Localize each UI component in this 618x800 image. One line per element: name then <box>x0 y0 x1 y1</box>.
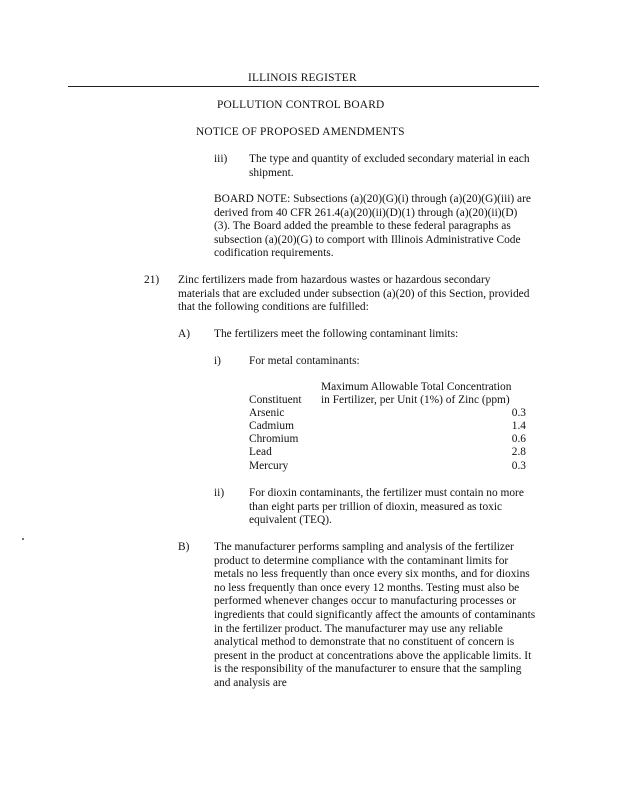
register-title: ILLINOIS REGISTER <box>248 72 357 84</box>
item-21-text: Zinc fertilizers made from hazardous wastes or hazardous secondary materials that are excluded under subsection (a)(20) of this Section, provided that the following conditions are fulfilled: <box>178 274 530 314</box>
item-ii-text: For dioxin contaminants, the fertilizer must contain no more than eight parts per trillion of dioxin, measured as toxic equivalent (TEQ). <box>249 487 524 527</box>
scan-speck <box>22 538 24 540</box>
table-header-constituent: Constituent <box>249 394 302 406</box>
item-i-text: For metal contaminants: <box>249 355 360 367</box>
table-row-constituent: Arsenic <box>249 407 285 419</box>
board-note: BOARD NOTE: Subsections (a)(20)(G)(i) through (a)(20)(G)(iii) are derived from 40 CFR 261.4(a)(20)(ii)(D)(1) through (a)(20)(ii)(D)(3). The Board added the preamble to these federal paragraphs as subsection (a)(20)(G) to comport with Illinois Administrative Code codification requirements. <box>214 193 531 260</box>
notice-title: NOTICE OF PROPOSED AMENDMENTS <box>196 126 405 138</box>
table-row-value: 0.3 <box>511 460 526 472</box>
table-header-concentration-line1: Maximum Allowable Total Concentration <box>321 381 512 393</box>
table-row-value: 1.4 <box>511 420 526 432</box>
item-iii-label: iii) <box>214 153 228 165</box>
item-A-text: The fertilizers meet the following contaminant limits: <box>214 328 459 340</box>
table-header-concentration-line2: in Fertilizer, per Unit (1%) of Zinc (ppm) <box>321 394 510 406</box>
item-i-label: i) <box>214 355 221 367</box>
table-row-constituent: Chromium <box>249 433 299 445</box>
board-title: POLLUTION CONTROL BOARD <box>217 99 385 111</box>
table-row-constituent: Cadmium <box>249 420 294 432</box>
table-row-constituent: Mercury <box>249 460 289 472</box>
item-ii-label: ii) <box>214 487 225 499</box>
table-row-constituent: Lead <box>249 446 272 458</box>
item-B-label: B) <box>178 541 190 553</box>
item-iii-text: The type and quantity of excluded secondary material in each shipment. <box>249 153 530 179</box>
table-row-value: 0.6 <box>511 433 526 445</box>
table-row-value: 0.3 <box>511 407 526 419</box>
header-rule <box>68 86 539 87</box>
item-B-text: The manufacturer performs sampling and analysis of the fertilizer product to determine compliance with the contaminant limits for metals no less frequently than once every six months, and for dioxins no less frequently than once every 12 months. Testing must also be performed whenever changes occur to manufacturing processes or ingredients that could significantly affect the amounts of contaminants in the fertilizer product. The manufacturer may use any reliable analytical method to demonstrate that no constituent of concern is present in the product at concentrations above the applicable limits. It is the responsibility of the manufacturer to ensure that the sampling and analysis are <box>214 541 536 689</box>
table-row-value: 2.8 <box>511 446 526 458</box>
item-A-label: A) <box>178 328 191 340</box>
item-21-label: 21) <box>144 274 160 286</box>
